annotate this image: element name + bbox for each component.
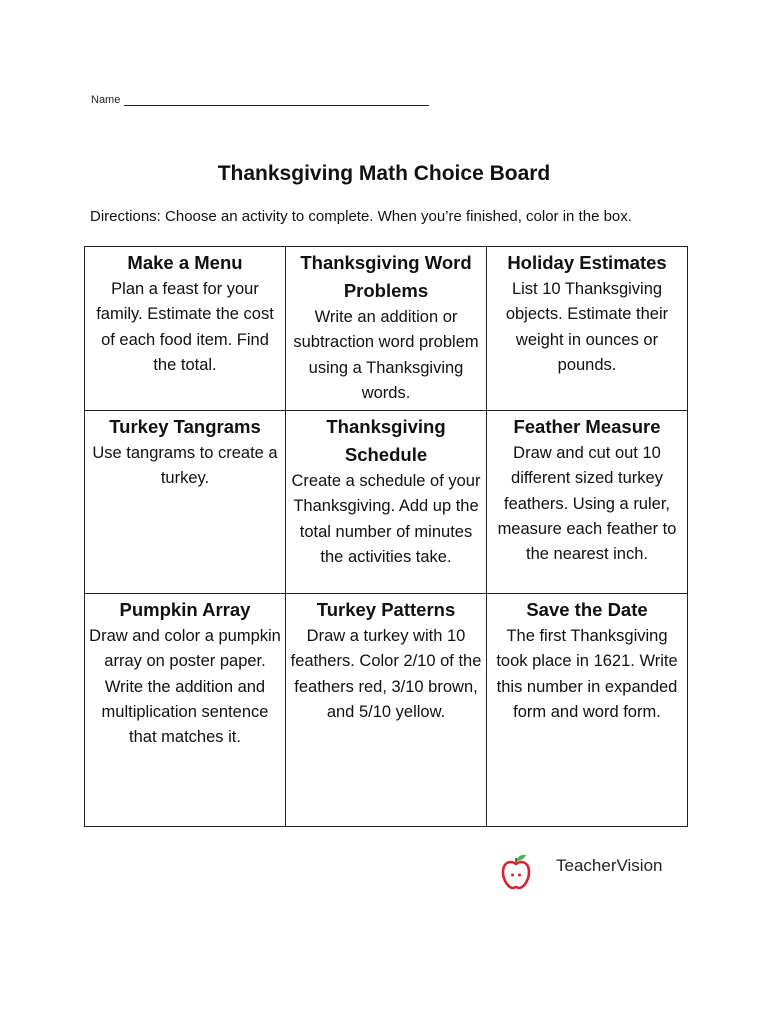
cell-title: Turkey Tangrams [109,416,261,438]
cell-title: Thanksgiving Schedule [326,416,446,466]
cell-title: Feather Measure [513,416,661,438]
cell-body: List 10 Thanksgiving objects. Estimate their weight in ounces or pounds. [505,280,669,374]
cell-title: Thanksgiving Word Problems [300,252,472,301]
cell-body: Use tangrams to create a turkey. [92,444,278,488]
board-cell-feather-measure[interactable] [487,411,688,594]
name-line [91,94,429,106]
cell-body: The first Thanksgiving took place in 1621. Write this number in expanded form and word form. [496,627,678,722]
cell-body: Draw and color a pumpkin array on poster paper. Write the addition and multiplication sentence that matches it. [89,627,281,747]
cell-title: Save the Date [526,599,648,621]
board-row [85,247,688,411]
cell-title: Make a Menu [127,252,243,273]
name-label: Name [91,94,121,106]
name-blank[interactable] [124,95,429,106]
page-title: Thanksgiving Math Choice Board [217,162,551,185]
board-row [85,594,688,827]
board-cell-turkey-tangrams[interactable] [85,411,286,594]
board-cell-save-the-date[interactable] [487,594,688,827]
cell-body: Write an addition or subtraction word problem using a Thanksgiving words. [293,308,479,402]
board-cell-pumpkin-array[interactable] [85,594,286,827]
board-cell-thanksgiving-schedule[interactable] [286,411,487,594]
cell-body: Draw and cut out 10 different sized turkey feathers. Using a ruler, measure each feather to the nearest inch. [497,444,677,564]
cell-body: Plan a feast for your family. Estimate the cost of each food item. Find the total. [96,280,274,374]
cell-title: Holiday Estimates [507,252,667,273]
board-cell-turkey-patterns[interactable] [286,594,487,827]
brand-logo [500,852,663,890]
brand-name: TeacherVision [556,856,663,875]
cell-title: Turkey Patterns [316,599,456,621]
board-row [85,411,688,594]
choice-board [84,246,688,827]
directions-text: Directions: Choose an activity to complete. When you’re finished, color in the box. [90,208,632,225]
board-cell-holiday-estimates[interactable] [487,247,688,411]
cell-body: Draw a turkey with 10 feathers. Color 2/10 of the feathers red, 3/10 brown, and 5/10 yellow. [290,627,482,722]
cell-body: Create a schedule of your Thanksgiving. Add up the total number of minutes the activities take. [291,472,481,567]
board-cell-word-problems[interactable] [286,247,487,411]
board-cell-make-a-menu[interactable] [85,247,286,411]
apple-icon [500,852,532,890]
cell-title: Pumpkin Array [119,599,251,621]
